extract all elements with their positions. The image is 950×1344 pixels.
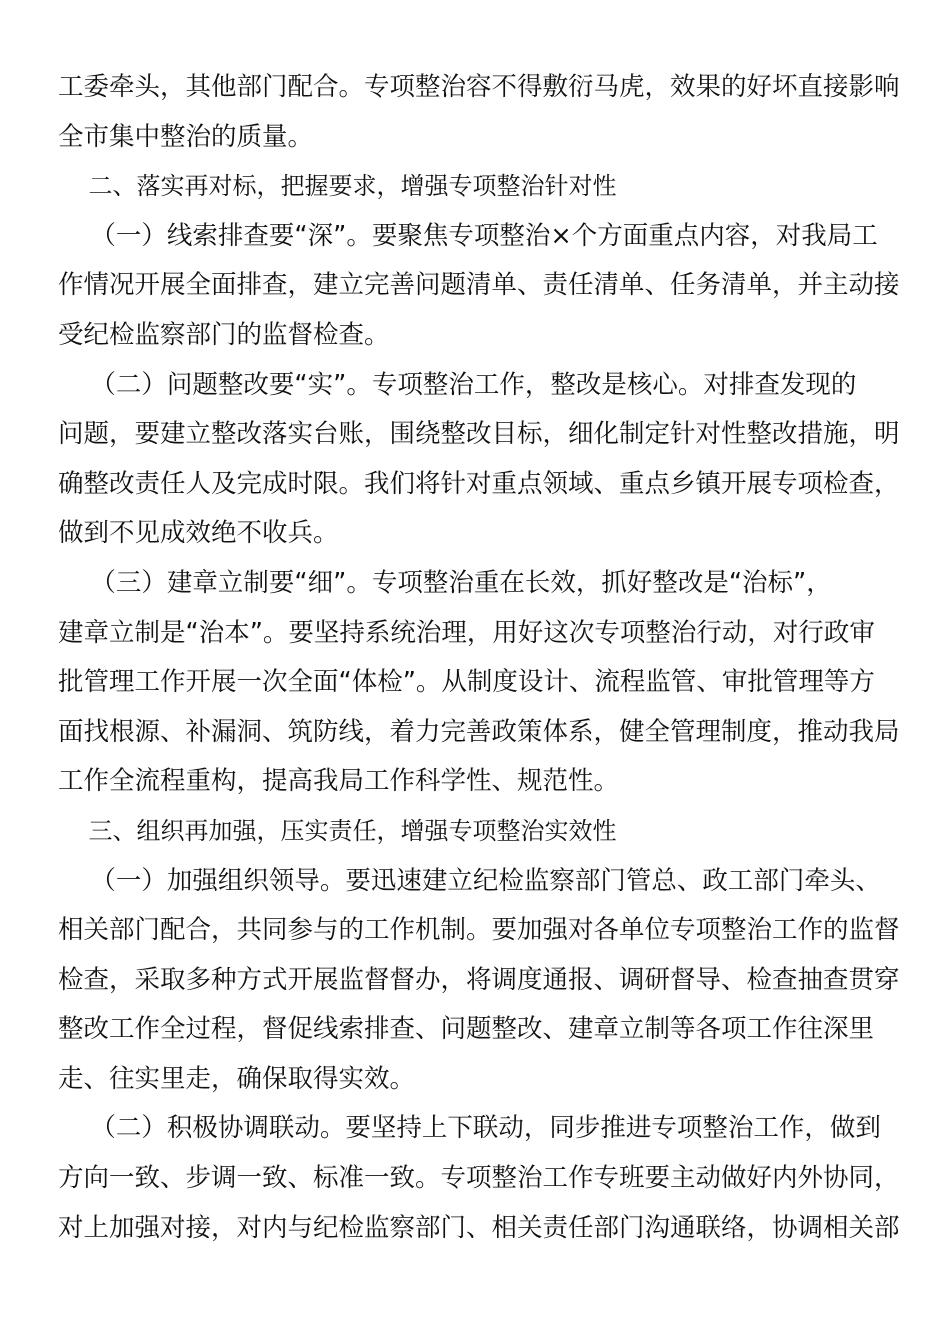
text-line: （二）积极协调联动。要坚持上下联动，同步推进专项整治工作，做到 (58, 1113, 881, 1144)
text-line: 工作全流程重构，提高我局工作科学性、规范性。 (58, 766, 620, 797)
text-line: 相关部门配合，共同参与的工作机制。要加强对各单位专项整治工作的监督 (58, 915, 900, 946)
text-line: 面找根源、补漏洞、筑防线，着力完善政策体系，健全管理制度，推动我局 (58, 716, 900, 747)
text-line: 检查，采取多种方式开展监督督办，将调度通报、调研督导、检查抽查贯穿 (58, 964, 900, 995)
text-line: （二）问题整改要“实”。专项整治工作，整改是核心。对排查发现的 (58, 369, 857, 400)
text-line: （一）线索排查要“深”。要聚焦专项整治×个方面重点内容，对我局工 (58, 220, 878, 251)
text-line: 整改工作全过程，督促线索排查、问题整改、建章立制等各项工作往深里 (58, 1014, 875, 1045)
text-line: 批管理工作开展一次全面“体检”。从制度设计、流程监管、审批管理等方 (58, 667, 875, 698)
section-heading: 三、组织再加强，压实责任，增强专项整治实效性 (58, 816, 617, 845)
text-line: 走、往实里走，确保取得实效。 (58, 1063, 416, 1094)
text-line: （三）建章立制要“细”。专项整治重在长效，抓好整改是“治标”， (58, 567, 832, 598)
text-line: 受纪检监察部门的监督检查。 (58, 319, 390, 350)
text-line: 作情况开展全面排查，建立完善问题清单、责任清单、任务清单，并主动接 (58, 270, 900, 301)
text-line: 建章立制是“治本”。要坚持系统治理，用好这次专项整治行动，对行政审 (58, 617, 875, 648)
document-body (58, 63, 900, 1253)
text-line: 工委牵头，其他部门配合。专项整治容不得敷衍马虎，效果的好坏直接影响 (58, 72, 900, 102)
text-line: 确整改责任人及完成时限。我们将针对重点领域、重点乡镇开展专项检查， (58, 468, 900, 499)
text-line: 做到不见成效绝不收兵。 (58, 518, 339, 549)
text-line: 方向一致、步调一致、标准一致。专项整治工作专班要主动做好内外协同， (58, 1163, 900, 1194)
text-line: 对上加强对接，对内与纪检监察部门、相关责任部门沟通联络，协调相关部 (58, 1212, 900, 1243)
text-line: （一）加强组织领导。要迅速建立纪检监察部门管总、政工部门牵头、 (58, 865, 881, 896)
text-line: 问题，要建立整改落实台账，围绕整改目标，细化制定针对性整改措施，明 (58, 419, 900, 450)
text-line: 全市集中整治的质量。 (58, 121, 314, 152)
section-heading: 二、落实再对标，把握要求，增强专项整治针对性 (58, 172, 617, 201)
